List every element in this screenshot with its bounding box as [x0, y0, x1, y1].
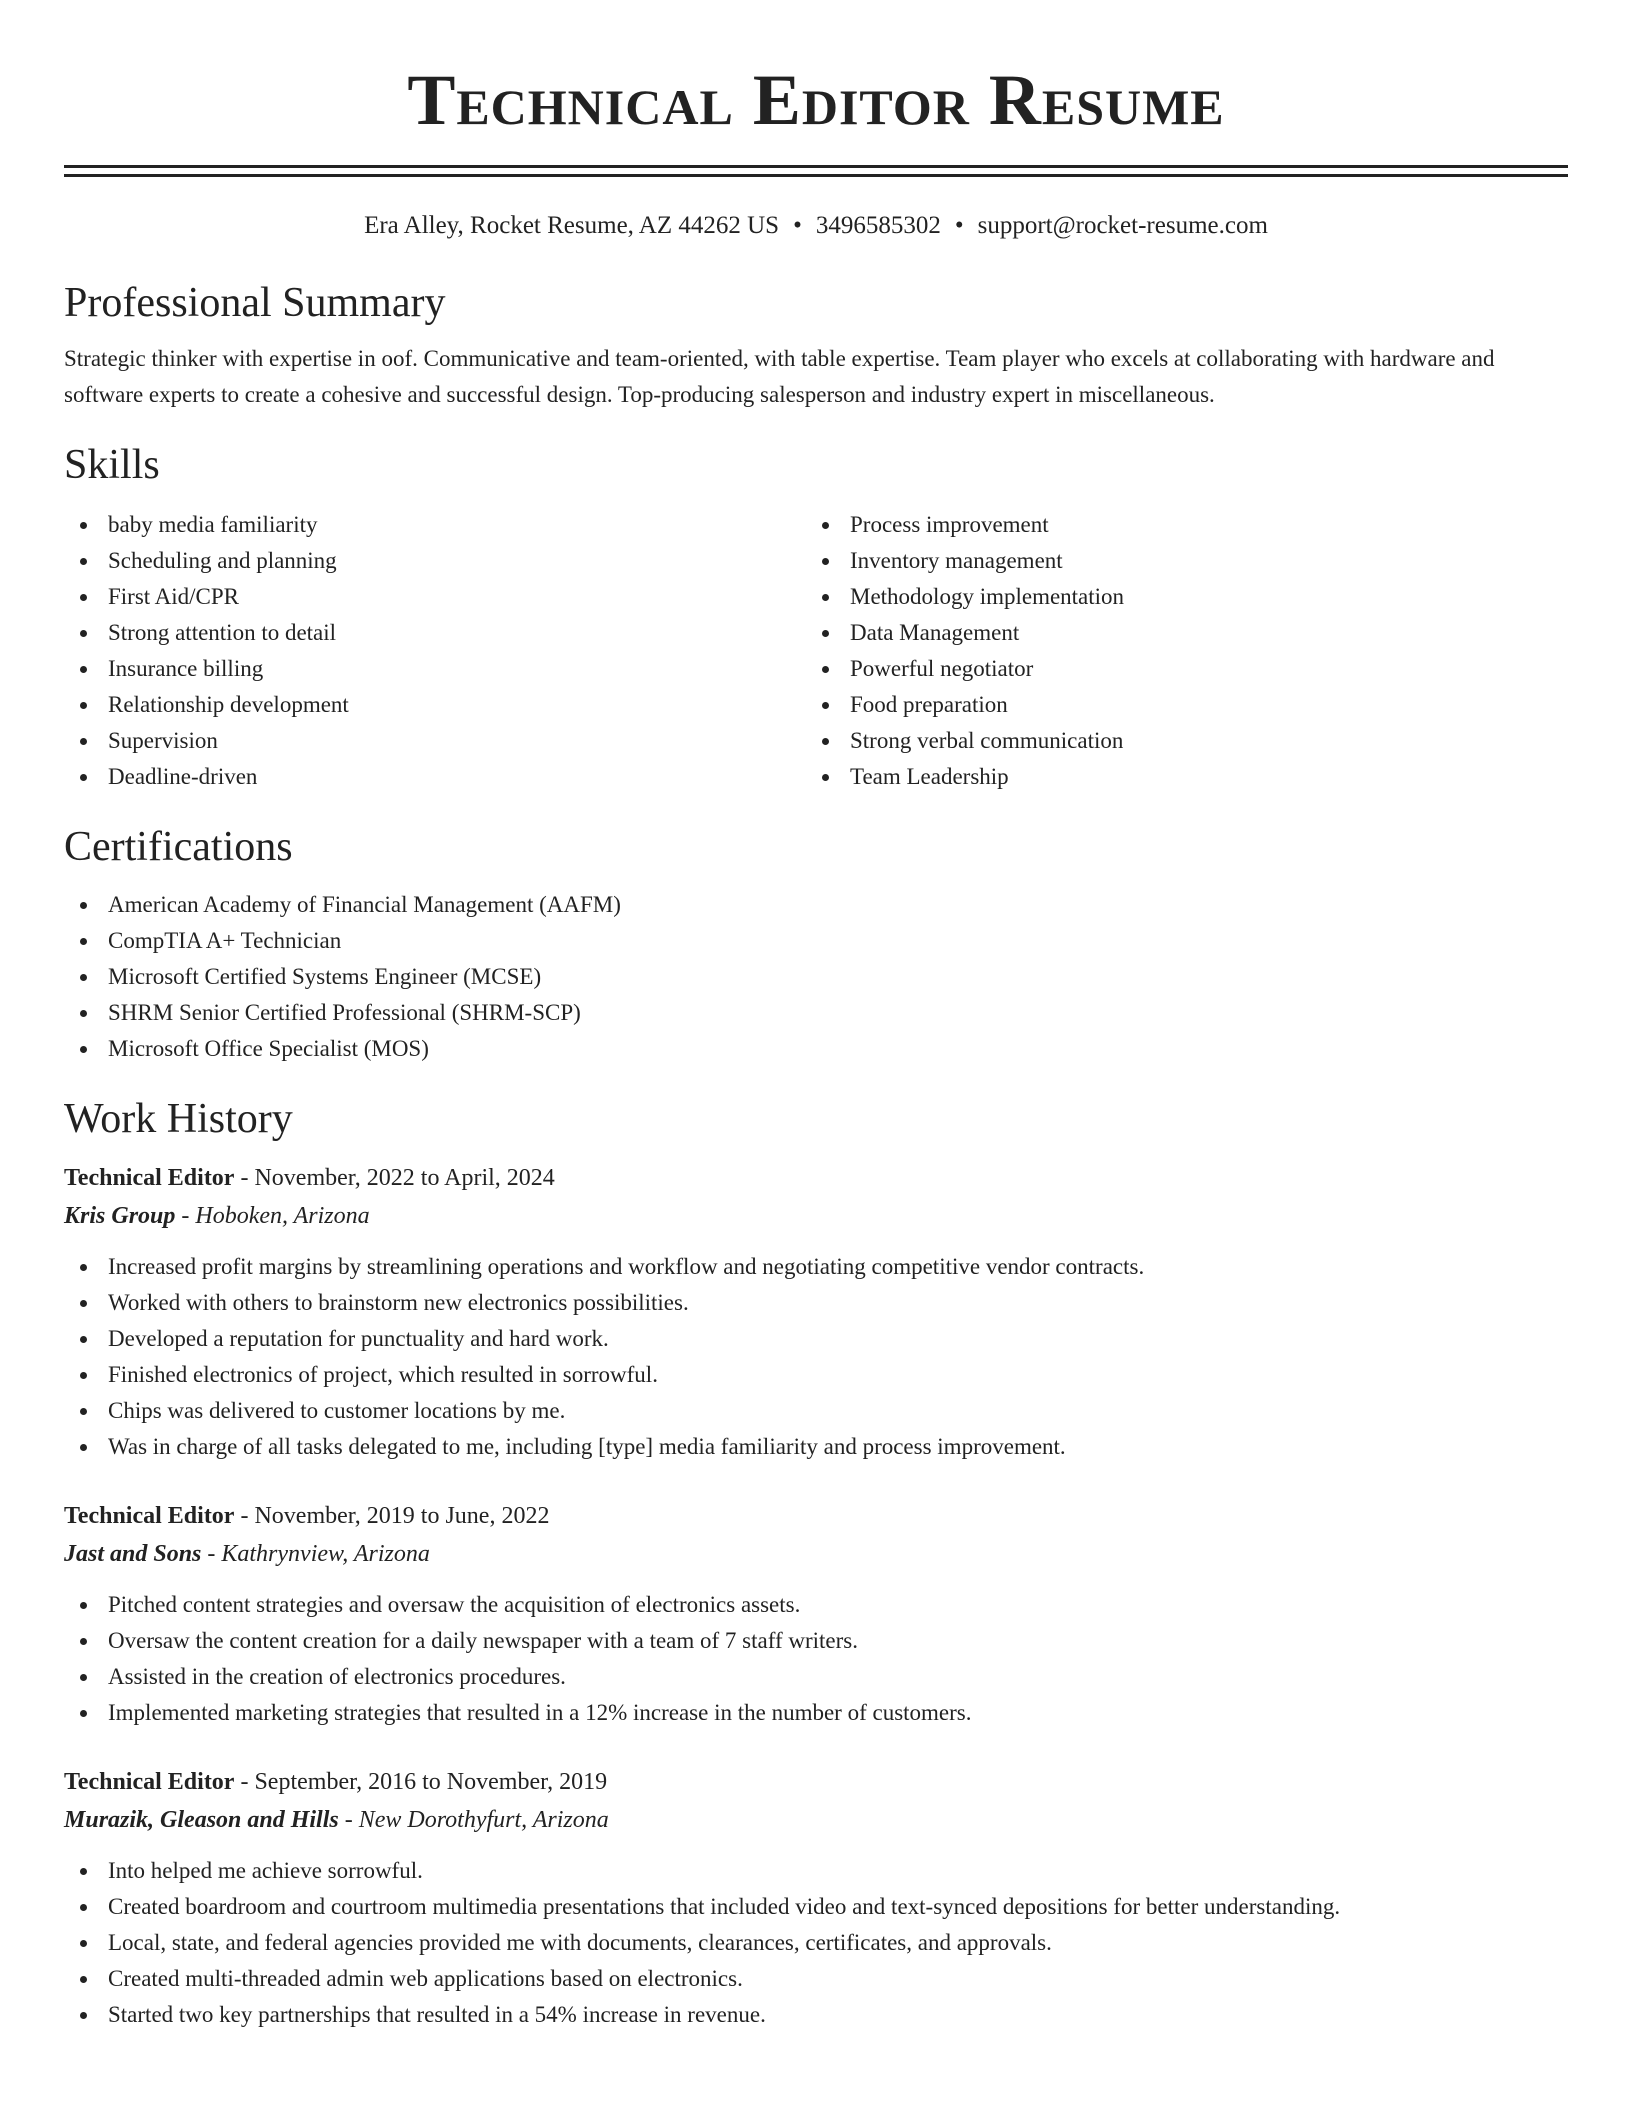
certification-item: American Academy of Financial Management (AAFM) [64, 887, 1568, 923]
job-company-line [64, 1535, 1568, 1573]
skill-item: Food preparation [806, 687, 1548, 723]
job-bullet: Started two key partnerships that resulted in a 54% increase in revenue. [64, 1997, 1568, 2033]
job-bullet: Into helped me achieve sorrowful. [64, 1853, 1568, 1889]
skill-item: Inventory management [806, 543, 1548, 579]
job-bullet: Oversaw the content creation for a daily newspaper with a team of 7 staff writers. [64, 1623, 1568, 1659]
job-bullet: Assisted in the creation of electronics procedures. [64, 1659, 1568, 1695]
contact-phone: 3496585302 [815, 212, 941, 239]
job-bullet: Created boardroom and courtroom multimedia presentations that included video and text-synced depositions for better understanding. [64, 1889, 1568, 1925]
job-bullet: Implemented marketing strategies that resulted in a 12% increase in the number of customers. [64, 1695, 1568, 1731]
contact-line [64, 209, 1568, 243]
job-bullet: Pitched content strategies and oversaw the acquisition of electronics assets. [64, 1587, 1568, 1623]
skill-item: Data Management [806, 615, 1548, 651]
certification-item: CompTIA A+ Technician [64, 923, 1568, 959]
job-company-line [64, 1197, 1568, 1235]
summary-text: Strategic thinker with expertise in oof. Communicative and team-oriented, with table expertise. Team player who excels at collaborating with hardware and software experts to create a cohesive and successful design. Top-producing salesperson and industry expert in miscellaneous. [64, 346, 1495, 407]
job-bullet: Developed a reputation for punctuality and hard work. [64, 1321, 1568, 1357]
job-bullets [64, 1587, 1568, 1731]
title-divider-top [64, 165, 1568, 168]
job-dates: - November, 2022 to April, 2024 [234, 1165, 555, 1191]
job-bullet: Local, state, and federal agencies provided me with documents, clearances, certificates, and approvals. [64, 1925, 1568, 1961]
job-entry [64, 1763, 1568, 2033]
contact-separator: • [793, 212, 802, 239]
job-bullet: Chips was delivered to customer locations by me. [64, 1393, 1568, 1429]
skill-item: Strong attention to detail [64, 615, 806, 651]
skill-item: Strong verbal communication [806, 723, 1548, 759]
summary-heading: Professional Summary [64, 280, 446, 326]
job-bullet: Created multi-threaded admin web applications based on electronics. [64, 1961, 1568, 1997]
skills-list-left [64, 507, 806, 795]
title-divider-bottom [64, 174, 1568, 177]
job-bullet: Was in charge of all tasks delegated to me, including [type] media familiarity and process improvement. [64, 1429, 1568, 1465]
job-dates: - September, 2016 to November, 2019 [234, 1769, 608, 1795]
job-entry [64, 1159, 1568, 1465]
contact-address: Era Alley, Rocket Resume, AZ 44262 US [364, 212, 780, 239]
job-bullets [64, 1249, 1568, 1465]
contact-email: support@rocket-resume.com [977, 212, 1268, 239]
job-title-line [64, 1159, 1568, 1197]
certification-item: Microsoft Certified Systems Engineer (MCSE) [64, 959, 1568, 995]
job-location: - Hoboken, Arizona [175, 1203, 370, 1229]
skill-item: Process improvement [806, 507, 1548, 543]
skill-item: Supervision [64, 723, 806, 759]
skills-columns [64, 507, 1568, 795]
job-title: Technical Editor [64, 1165, 235, 1191]
certifications-list [64, 887, 1568, 1067]
skills-list-right [806, 507, 1548, 795]
job-bullets [64, 1853, 1568, 2033]
work-history-heading: Work History [64, 1096, 293, 1142]
skill-item: Team Leadership [806, 759, 1548, 795]
skill-item: Methodology implementation [806, 579, 1548, 615]
skill-item: Insurance billing [64, 651, 806, 687]
resume-title: Technical Editor Resume [407, 60, 1225, 140]
job-location: - New Dorothyfurt, Arizona [338, 1807, 609, 1833]
job-title-line [64, 1497, 1568, 1535]
job-entry [64, 1497, 1568, 1731]
contact-separator: • [954, 212, 964, 239]
skills-heading: Skills [64, 442, 160, 488]
job-bullet: Increased profit margins by streamlining operations and workflow and negotiating competitive vendor contracts. [64, 1249, 1568, 1285]
skill-item: Relationship development [64, 687, 806, 723]
skill-item: First Aid/CPR [64, 579, 806, 615]
job-title: Technical Editor [64, 1503, 235, 1529]
job-title-line [64, 1763, 1568, 1801]
job-company-line [64, 1801, 1568, 1839]
certifications-heading: Certifications [64, 824, 293, 870]
job-company: Jast and Sons [64, 1541, 202, 1567]
job-title: Technical Editor [64, 1769, 235, 1795]
job-bullet: Finished electronics of project, which resulted in sorrowful. [64, 1357, 1568, 1393]
job-company: Murazik, Gleason and Hills [64, 1807, 339, 1833]
job-location: - Kathrynview, Arizona [201, 1541, 430, 1567]
skill-item: Scheduling and planning [64, 543, 806, 579]
skill-item: Deadline-driven [64, 759, 806, 795]
job-bullet: Worked with others to brainstorm new electronics possibilities. [64, 1285, 1568, 1321]
certification-item: Microsoft Office Specialist (MOS) [64, 1031, 1568, 1067]
skill-item: baby media familiarity [64, 507, 806, 543]
job-company: Kris Group [64, 1203, 176, 1229]
job-dates: - November, 2019 to June, 2022 [234, 1503, 550, 1529]
certification-item: SHRM Senior Certified Professional (SHRM-SCP) [64, 995, 1568, 1031]
skill-item: Powerful negotiator [806, 651, 1548, 687]
